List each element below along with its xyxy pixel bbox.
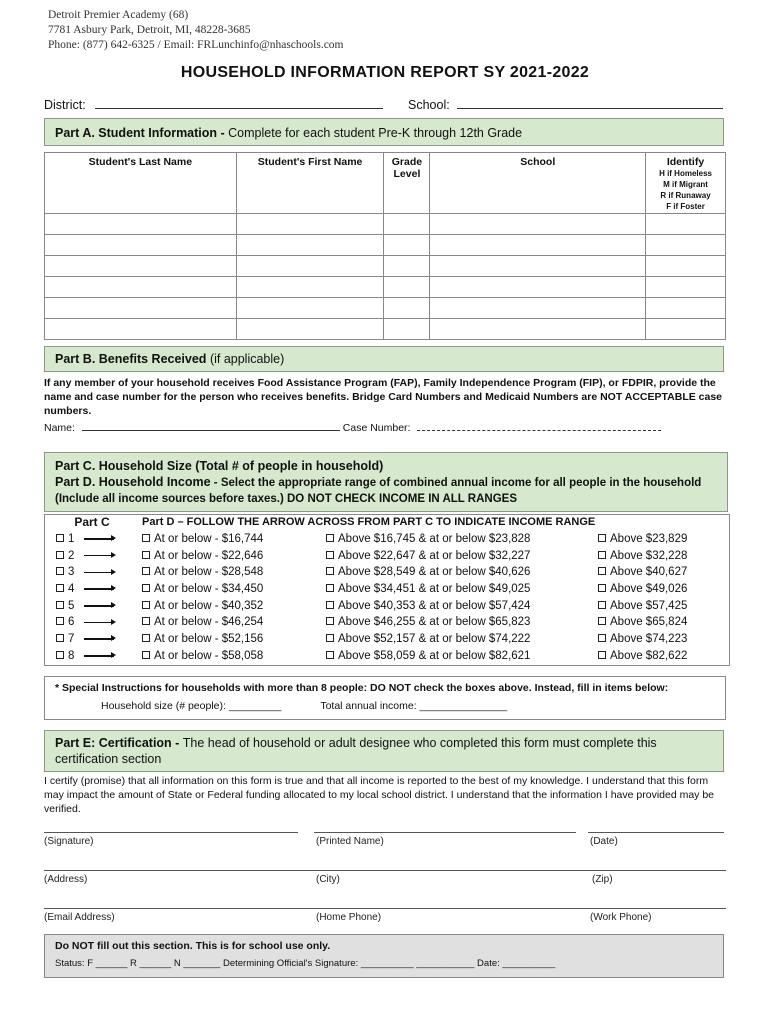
checkbox[interactable] xyxy=(142,634,150,642)
income-high-option xyxy=(596,531,730,548)
col-first-name: Student's First Name xyxy=(236,153,384,214)
cell-grade[interactable] xyxy=(384,256,430,277)
district-field[interactable] xyxy=(95,108,383,109)
household-size-option xyxy=(44,648,140,665)
cell-first-name[interactable] xyxy=(236,298,384,319)
income-high-option xyxy=(596,648,730,665)
part-a-subtitle: Complete for each student Pre-K through 12th Grade xyxy=(228,126,523,140)
checkbox[interactable] xyxy=(56,584,64,592)
col-part-c: Part C xyxy=(74,515,110,530)
table-row xyxy=(45,214,726,235)
part-e-header xyxy=(44,730,724,772)
table-row xyxy=(44,597,730,614)
part-e-subtitle: The head of household or adult designee who completed this form must complete this certification section xyxy=(55,736,657,766)
checkbox[interactable] xyxy=(598,567,606,575)
checkbox[interactable] xyxy=(142,584,150,592)
checkbox[interactable] xyxy=(598,617,606,625)
income-low-option xyxy=(140,581,324,598)
checkbox[interactable] xyxy=(598,651,606,659)
household-size-option xyxy=(44,531,140,548)
part-b-subtitle: (if applicable) xyxy=(209,352,285,366)
checkbox[interactable] xyxy=(326,534,334,542)
checkbox[interactable] xyxy=(56,634,64,642)
checkbox[interactable] xyxy=(142,601,150,609)
income-mid-option xyxy=(324,597,596,614)
income-mid-option xyxy=(324,631,596,648)
cell-last-name[interactable] xyxy=(45,235,237,256)
table-row xyxy=(44,631,730,648)
col-school: School xyxy=(430,153,646,214)
household-size-option-label: 5 xyxy=(68,599,75,612)
checkbox[interactable] xyxy=(56,651,64,659)
arrow-right-icon xyxy=(84,655,114,657)
case-number-label: Case Number: xyxy=(342,422,411,434)
cell-identify[interactable] xyxy=(646,256,726,277)
cell-last-name[interactable] xyxy=(45,256,237,277)
checkbox[interactable] xyxy=(326,567,334,575)
income-low-option-label: At or below - $40,352 xyxy=(154,599,264,612)
date-line[interactable] xyxy=(588,832,724,833)
income-low-option-label: At or below - $46,254 xyxy=(154,616,264,629)
district-label: District: xyxy=(44,98,86,112)
checkbox[interactable] xyxy=(598,634,606,642)
col-grade: Grade Level xyxy=(384,153,430,214)
household-size-option xyxy=(44,547,140,564)
checkbox[interactable] xyxy=(142,567,150,575)
student-table xyxy=(44,152,726,340)
part-d-title: Part D. Household Income xyxy=(55,475,211,489)
part-d-text: - Select the appropriate range of combined annual income for all people in the household (Include all income sources before taxes.) DO NOT CHECK INCOME IN ALL RANGES xyxy=(55,477,702,505)
income-high-option-label: Above $82,622 xyxy=(610,649,688,662)
checkbox[interactable] xyxy=(326,551,334,559)
school-header xyxy=(48,8,344,53)
income-high-option xyxy=(596,547,730,564)
income-low-option-label: At or below - $34,450 xyxy=(154,583,264,596)
cell-identify[interactable] xyxy=(646,298,726,319)
income-table xyxy=(44,514,730,664)
income-high-option-label: Above $40,627 xyxy=(610,566,688,579)
income-mid-option xyxy=(324,564,596,581)
income-high-option-label: Above $57,425 xyxy=(610,599,688,612)
table-row xyxy=(45,277,726,298)
checkbox[interactable] xyxy=(326,651,334,659)
income-mid-option xyxy=(324,648,596,665)
identify-code-r: R if Runaway xyxy=(660,191,711,200)
income-low-option xyxy=(140,614,324,631)
income-mid-option-label: Above $52,157 & at or below $74,222 xyxy=(338,633,531,646)
income-high-option xyxy=(596,597,730,614)
income-high-option xyxy=(596,564,730,581)
cell-last-name[interactable] xyxy=(45,319,237,340)
col-last-name: Student's Last Name xyxy=(45,153,237,214)
email-label: (Email Address) xyxy=(44,912,115,923)
household-size-option-label: 4 xyxy=(68,583,75,596)
identify-code-m: M if Migrant xyxy=(663,180,708,189)
cell-last-name[interactable] xyxy=(45,277,237,298)
income-low-option xyxy=(140,648,324,665)
cell-grade[interactable] xyxy=(384,214,430,235)
zip-label: (Zip) xyxy=(592,874,613,885)
household-size-option-label: 2 xyxy=(68,549,75,562)
district-row xyxy=(44,98,383,112)
income-high-option-label: Above $32,228 xyxy=(610,549,688,562)
income-low-option-label: At or below - $16,744 xyxy=(154,533,264,546)
student-table-header xyxy=(45,153,726,214)
checkbox[interactable] xyxy=(56,617,64,625)
school-address: 7781 Asbury Park, Detroit, MI, 48228-3685 xyxy=(48,24,251,36)
part-b-name-row xyxy=(44,422,661,434)
household-size-option xyxy=(44,581,140,598)
cell-school[interactable] xyxy=(430,298,646,319)
arrow-right-icon xyxy=(84,555,114,557)
checkbox[interactable] xyxy=(56,601,64,609)
arrow-right-icon xyxy=(84,638,114,640)
cell-identify[interactable] xyxy=(646,214,726,235)
page-title: HOUSEHOLD INFORMATION REPORT SY 2021-2022 xyxy=(180,64,590,81)
cell-school[interactable] xyxy=(430,214,646,235)
household-size-option-label: 7 xyxy=(68,633,75,646)
checkbox[interactable] xyxy=(142,617,150,625)
household-size-option xyxy=(44,631,140,648)
cell-first-name[interactable] xyxy=(236,214,384,235)
household-size-option xyxy=(44,564,140,581)
cell-school[interactable] xyxy=(430,277,646,298)
table-row xyxy=(45,256,726,277)
income-high-option-label: Above $74,223 xyxy=(610,633,688,646)
household-size-option-label: 3 xyxy=(68,566,75,579)
table-row xyxy=(44,581,730,598)
special-instructions-box xyxy=(44,676,726,720)
income-low-option-label: At or below - $22,646 xyxy=(154,549,264,562)
cell-first-name[interactable] xyxy=(236,256,384,277)
col-identify-label: Identify xyxy=(666,156,705,168)
work-phone-label: (Work Phone) xyxy=(590,912,652,923)
cell-grade[interactable] xyxy=(384,319,430,340)
date-label: (Date) xyxy=(590,836,618,847)
household-size-field[interactable]: Household size (# people): _________ xyxy=(101,700,282,712)
income-high-option xyxy=(596,631,730,648)
table-row xyxy=(44,614,730,631)
income-mid-option-label: Above $28,549 & at or below $40,626 xyxy=(338,566,531,579)
checkbox[interactable] xyxy=(598,584,606,592)
checkbox[interactable] xyxy=(326,601,334,609)
benefits-name-field[interactable] xyxy=(82,430,340,431)
income-mid-option xyxy=(324,531,596,548)
contact-line[interactable] xyxy=(44,908,726,909)
checkbox[interactable] xyxy=(56,551,64,559)
col-part-d: Part D – FOLLOW THE ARROW ACROSS FROM PART C TO INDICATE INCOME RANGE xyxy=(142,516,596,529)
household-size-option xyxy=(44,614,140,631)
income-low-option xyxy=(140,564,324,581)
arrow-right-icon xyxy=(84,572,114,574)
income-mid-option-label: Above $16,745 & at or below $23,828 xyxy=(338,533,531,546)
printed-name-label: (Printed Name) xyxy=(316,836,384,847)
part-c-title: Part C. Household Size (Total # of people in household) xyxy=(55,459,384,473)
cell-grade[interactable] xyxy=(384,235,430,256)
identify-code-h: H if Homeless xyxy=(659,169,712,178)
table-row xyxy=(44,531,730,548)
school-use-title: Do NOT fill out this section. This is for school use only. xyxy=(55,940,331,952)
checkbox[interactable] xyxy=(326,617,334,625)
part-b-title: Part B. Benefits Received xyxy=(55,352,207,366)
table-row xyxy=(44,648,730,665)
cell-school[interactable] xyxy=(430,256,646,277)
table-row xyxy=(45,319,726,340)
income-mid-option-label: Above $22,647 & at or below $32,227 xyxy=(338,549,531,562)
cell-first-name[interactable] xyxy=(236,235,384,256)
household-size-option xyxy=(44,597,140,614)
checkbox[interactable] xyxy=(598,601,606,609)
income-low-option-label: At or below - $58,058 xyxy=(154,649,264,662)
income-low-option xyxy=(140,597,324,614)
checkbox[interactable] xyxy=(598,534,606,542)
table-row xyxy=(44,547,730,564)
part-a-title: Part A. Student Information - xyxy=(55,126,229,140)
checkbox[interactable] xyxy=(56,567,64,575)
cell-first-name[interactable] xyxy=(236,277,384,298)
part-d-description xyxy=(55,474,717,507)
household-size-option-label: 1 xyxy=(68,533,75,546)
printed-name-line[interactable] xyxy=(314,832,576,833)
school-row xyxy=(408,98,723,112)
cell-school[interactable] xyxy=(430,235,646,256)
part-b-instructions: If any member of your household receives Food Assistance Program (FAP), Family Independence Program (FIP), or FDPIR, provide the name and case number for the person who receives benefits. Bridge Card Numbers and Medicaid Numbers are NOT ACCEPTABLE case numbers. xyxy=(44,377,723,417)
special-fields xyxy=(55,700,715,712)
cell-identify[interactable] xyxy=(646,319,726,340)
arrow-right-icon xyxy=(84,622,114,624)
income-low-option xyxy=(140,631,324,648)
cell-identify[interactable] xyxy=(646,277,726,298)
income-high-option-label: Above $23,829 xyxy=(610,533,688,546)
checkbox[interactable] xyxy=(142,534,150,542)
part-e-title: Part E: Certification - xyxy=(55,736,183,750)
income-mid-option-label: Above $40,353 & at or below $57,424 xyxy=(338,599,531,612)
household-size-option-label: 6 xyxy=(68,616,75,629)
certification-text: I certify (promise) that all information on this form is true and that all income is reported to the best of my knowledge. I understand that this form may impact the amount of State or Federal funding allocated to my local school district. I understand that the information I have provided may be verified. xyxy=(44,775,715,815)
col-identify xyxy=(646,153,726,214)
address-label: (Address) xyxy=(44,874,88,885)
special-instructions: * Special Instructions for households with more than 8 people: DO NOT check the boxes above. Instead, fill in items below: xyxy=(55,682,669,694)
signature-line[interactable] xyxy=(44,832,298,833)
income-mid-option xyxy=(324,581,596,598)
income-low-option xyxy=(140,547,324,564)
table-row xyxy=(45,235,726,256)
checkbox[interactable] xyxy=(326,584,334,592)
income-table-header xyxy=(44,514,730,531)
checkbox[interactable] xyxy=(598,551,606,559)
school-field[interactable] xyxy=(457,108,723,109)
total-income-field[interactable]: Total annual income: _______________ xyxy=(320,700,508,712)
income-low-option xyxy=(140,531,324,548)
income-high-option xyxy=(596,581,730,598)
school-label: School: xyxy=(408,98,450,112)
cell-identify[interactable] xyxy=(646,235,726,256)
cell-school[interactable] xyxy=(430,319,646,340)
city-label: (City) xyxy=(316,874,340,885)
household-size-option-label: 8 xyxy=(68,649,75,662)
case-number-field[interactable] xyxy=(417,430,661,431)
income-mid-option-label: Above $34,451 & at or below $49,025 xyxy=(338,583,531,596)
table-row xyxy=(44,564,730,581)
checkbox[interactable] xyxy=(56,534,64,542)
cell-last-name[interactable] xyxy=(45,298,237,319)
arrow-right-icon xyxy=(84,605,114,607)
income-low-option-label: At or below - $52,156 xyxy=(154,633,264,646)
signature-label: (Signature) xyxy=(44,836,94,847)
income-high-option xyxy=(596,614,730,631)
part-b-header xyxy=(44,346,724,372)
income-mid-option xyxy=(324,547,596,564)
table-row xyxy=(45,298,726,319)
income-low-option-label: At or below - $28,548 xyxy=(154,566,264,579)
income-high-option-label: Above $49,026 xyxy=(610,583,688,596)
school-use-box xyxy=(44,934,724,978)
identify-code-f: F if Foster xyxy=(666,202,705,211)
arrow-right-icon xyxy=(84,538,114,540)
cell-first-name[interactable] xyxy=(236,319,384,340)
part-a-header xyxy=(44,118,724,146)
cell-grade[interactable] xyxy=(384,277,430,298)
home-phone-label: (Home Phone) xyxy=(316,912,382,923)
arrow-right-icon xyxy=(84,588,114,590)
income-mid-option-label: Above $58,059 & at or below $82,621 xyxy=(338,649,531,662)
part-cd-header xyxy=(44,452,728,512)
income-high-option-label: Above $65,824 xyxy=(610,616,688,629)
benefits-name-label: Name: xyxy=(44,422,75,434)
income-mid-option-label: Above $46,255 & at or below $65,823 xyxy=(338,616,531,629)
school-contact: Phone: (877) 642-6325 / Email: FRLunchinfo@nhaschools.com xyxy=(48,39,344,51)
cell-grade[interactable] xyxy=(384,298,430,319)
school-name: Detroit Premier Academy (68) xyxy=(48,9,189,21)
checkbox[interactable] xyxy=(142,651,150,659)
checkbox[interactable] xyxy=(142,551,150,559)
checkbox[interactable] xyxy=(326,634,334,642)
school-use-status: Status: F ______ R ______ N _______ Determining Official's Signature: __________ ___________ Date: __________ xyxy=(55,958,556,969)
cell-last-name[interactable] xyxy=(45,214,237,235)
address-line[interactable] xyxy=(44,870,726,871)
income-mid-option xyxy=(324,614,596,631)
